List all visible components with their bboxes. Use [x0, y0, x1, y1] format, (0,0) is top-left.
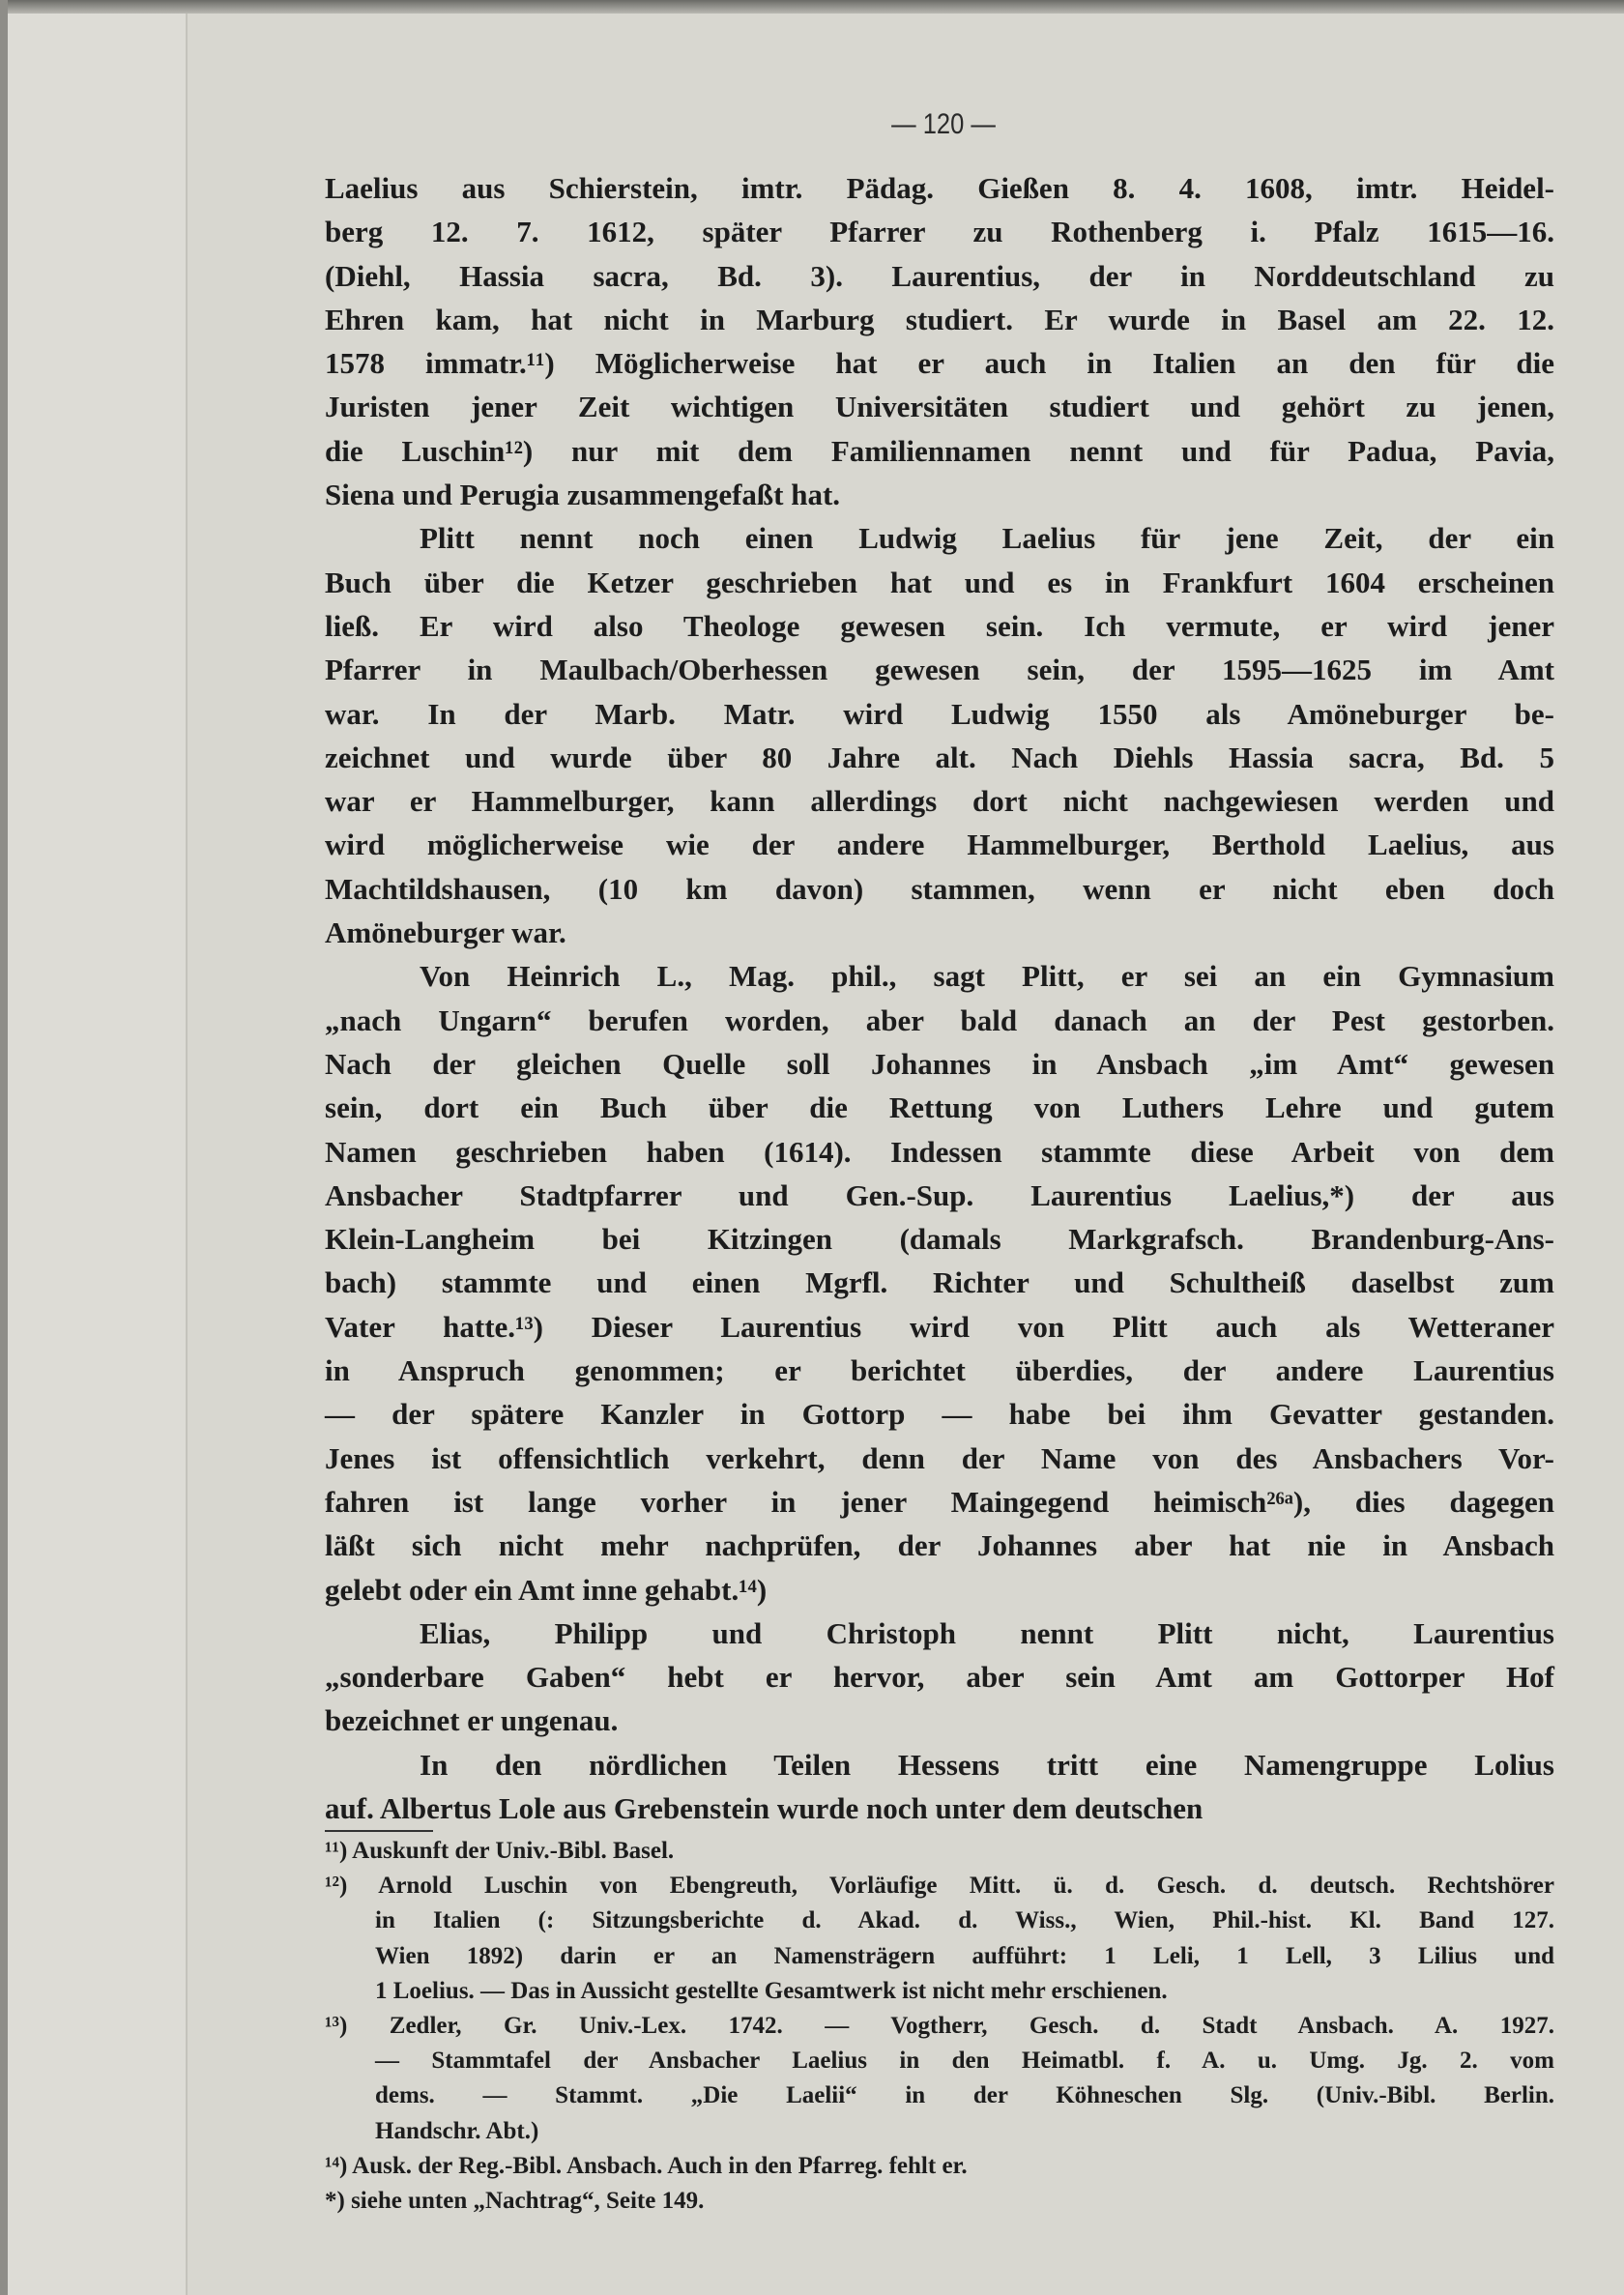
- paragraph: [325, 1612, 1554, 1743]
- text-line: „sonderbare Gaben“ hebt er hervor, aber sein Amt am Gottorper Hof: [325, 1660, 1554, 1695]
- text-line: Elias, Philipp und Christoph nennt Plitt nicht, Laurentius: [420, 1615, 1554, 1650]
- footnote-line: Wien 1892) darin er an Namensträgern aufführt: 1 Leli, 1 Lell, 3 Lilius und: [375, 1942, 1554, 1969]
- text-line: Pfarrer in Maulbach/Oberhessen gewesen sein, der 1595—1625 im Amt: [325, 653, 1554, 687]
- scan-binding-edge: [0, 0, 8, 2295]
- text-line: zeichnet und wurde über 80 Jahre alt. Nach Diehls Hassia sacra, Bd. 5: [325, 740, 1554, 774]
- text-line: berg 12. 7. 1612, später Pfarrer zu Rothenberg i. Pfalz 1615—16.: [325, 215, 1554, 249]
- text-line: Buch über die Ketzer geschrieben hat und es in Frankfurt 1604 erscheinen: [325, 565, 1554, 599]
- paragraph: [325, 516, 1554, 954]
- text-line: Siena und Perugia zusammengefaßt hat.: [325, 478, 841, 512]
- text-line: die Luschin¹²) nur mit dem Familiennamen nennt und für Padua, Pavia,: [325, 433, 1554, 468]
- text-line: Amöneburger war.: [325, 915, 566, 950]
- body-text: [325, 166, 1554, 1830]
- text-line: läßt sich nicht mehr nachprüfen, der Johannes aber hat nie in Ansbach: [325, 1528, 1554, 1563]
- footnote: [325, 1869, 1554, 2009]
- text-line: bach) stammte und einen Mgrfl. Richter und Schultheiß daselbst zum: [325, 1265, 1554, 1300]
- footnote-line: *) siehe unten „Nachtrag“, Seite 149.: [325, 2187, 705, 2214]
- text-line: auf. Albertus Lole aus Grebenstein wurde noch unter dem deutschen: [325, 1790, 1204, 1825]
- text-line: Jenes ist offensichtlich verkehrt, denn der Name von des Ansbachers Vor-: [325, 1440, 1554, 1475]
- footnote: [325, 2149, 1554, 2184]
- text-line: fahren ist lange vorher in jener Maingegend heimisch²⁶ᵃ), dies dagegen: [325, 1484, 1554, 1519]
- footnote-line: ¹⁴) Ausk. der Reg.-Bibl. Ansbach. Auch in den Pfarreg. fehlt er.: [325, 2152, 968, 2179]
- scan-top-edge: [0, 0, 1624, 14]
- text-line: gelebt oder ein Amt inne gehabt.¹⁴): [325, 1572, 768, 1607]
- footnote-line: dems. — Stammt. „Die Laelii“ in der Köhneschen Slg. (Univ.-Bibl. Berlin.: [375, 2082, 1554, 2109]
- footnote-line: in Italien (: Sitzungsberichte d. Akad. d. Wiss., Wien, Phil.-hist. Kl. Band 127.: [375, 1907, 1554, 1934]
- text-line: Klein-Langheim bei Kitzingen (damals Markgrafsch. Brandenburg-Ans-: [325, 1222, 1554, 1257]
- text-line: Von Heinrich L., Mag. phil., sagt Plitt, er sei an ein Gymnasium: [420, 959, 1554, 994]
- text-line: wird möglicherweise wie der andere Hammelburger, Berthold Laelius, aus: [325, 828, 1554, 862]
- page-number: — 120 —: [891, 108, 996, 140]
- text-line: 1578 immatr.¹¹) Möglicherweise hat er auch in Italien an den für die: [325, 346, 1554, 381]
- text-line: war er Hammelburger, kann allerdings dort nicht nachgewiesen werden und: [325, 784, 1554, 819]
- paragraph: [325, 954, 1554, 1611]
- text-line: Ansbacher Stadtpfarrer und Gen.-Sup. Laurentius Laelius,*) der aus: [325, 1177, 1554, 1212]
- footnote-line: Handschr. Abt.): [375, 2117, 539, 2144]
- footnote-line: — Stammtafel der Ansbacher Laelius in den Heimatbl. f. A. u. Umg. Jg. 2. vom: [375, 2048, 1554, 2075]
- text-line: (Diehl, Hassia sacra, Bd. 3). Laurentius, der in Norddeutschland zu: [325, 258, 1554, 293]
- footnotes: [325, 1834, 1554, 2219]
- text-line: Ehren kam, hat nicht in Marburg studiert. Er wurde in Basel am 22. 12.: [325, 302, 1554, 336]
- footnote-line: ¹¹) Auskunft der Univ.-Bibl. Basel.: [325, 1838, 675, 1864]
- text-line: In den nördlichen Teilen Hessens tritt eine Namengruppe Lolius: [420, 1747, 1554, 1782]
- footnote-line: 1 Loelius. — Das in Aussicht gestellte Gesamtwerk ist nicht mehr erschienen.: [375, 1977, 1168, 2004]
- footnote-line: ¹²) Arnold Luschin von Ebengreuth, Vorläufige Mitt. ü. d. Gesch. d. deutsch. Rechtshörer: [325, 1873, 1554, 1900]
- text-line: „nach Ungarn“ berufen worden, aber bald danach an der Pest gestorben.: [325, 1002, 1554, 1037]
- footnote-line: ¹³) Zedler, Gr. Univ.-Lex. 1742. — Vogtherr, Gesch. d. Stadt Ansbach. A. 1927.: [325, 2012, 1554, 2039]
- scan-left-margin: [0, 14, 188, 2295]
- footnote: [325, 2009, 1554, 2149]
- text-line: ließ. Er wird also Theologe gewesen sein. Ich vermute, er wird jener: [325, 608, 1554, 643]
- text-line: — der spätere Kanzler in Gottorp — habe bei ihm Gevatter gestanden.: [325, 1397, 1554, 1432]
- text-line: Namen geschrieben haben (1614). Indessen stammte diese Arbeit von dem: [325, 1134, 1554, 1169]
- text-line: bezeichnet er ungenau.: [325, 1703, 619, 1738]
- paragraph: [325, 166, 1554, 516]
- text-line: in Anspruch genommen; er berichtet überdies, der andere Laurentius: [325, 1353, 1554, 1388]
- footnote: [325, 2184, 1554, 2219]
- paragraph: [325, 1743, 1554, 1831]
- text-line: Juristen jener Zeit wichtigen Universitäten studiert und gehört zu jenen,: [325, 390, 1554, 424]
- text-line: Vater hatte.¹³) Dieser Laurentius wird von Plitt auch als Wetteraner: [325, 1309, 1554, 1344]
- footnote-rule: [325, 1830, 433, 1832]
- text-line: Machtildshausen, (10 km davon) stammen, wenn er nicht eben doch: [325, 871, 1554, 906]
- text-line: Nach der gleichen Quelle soll Johannes in Ansbach „im Amt“ gewesen: [325, 1046, 1554, 1081]
- text-line: Laelius aus Schierstein, imtr. Pädag. Gießen 8. 4. 1608, imtr. Heidel-: [325, 171, 1554, 205]
- text-line: war. In der Marb. Matr. wird Ludwig 1550 als Amöneburger be-: [325, 696, 1554, 731]
- text-line: sein, dort ein Buch über die Rettung von Luthers Lehre und gutem: [325, 1090, 1554, 1125]
- footnote: [325, 1834, 1554, 1869]
- text-line: Plitt nennt noch einen Ludwig Laelius für jene Zeit, der ein: [420, 521, 1554, 556]
